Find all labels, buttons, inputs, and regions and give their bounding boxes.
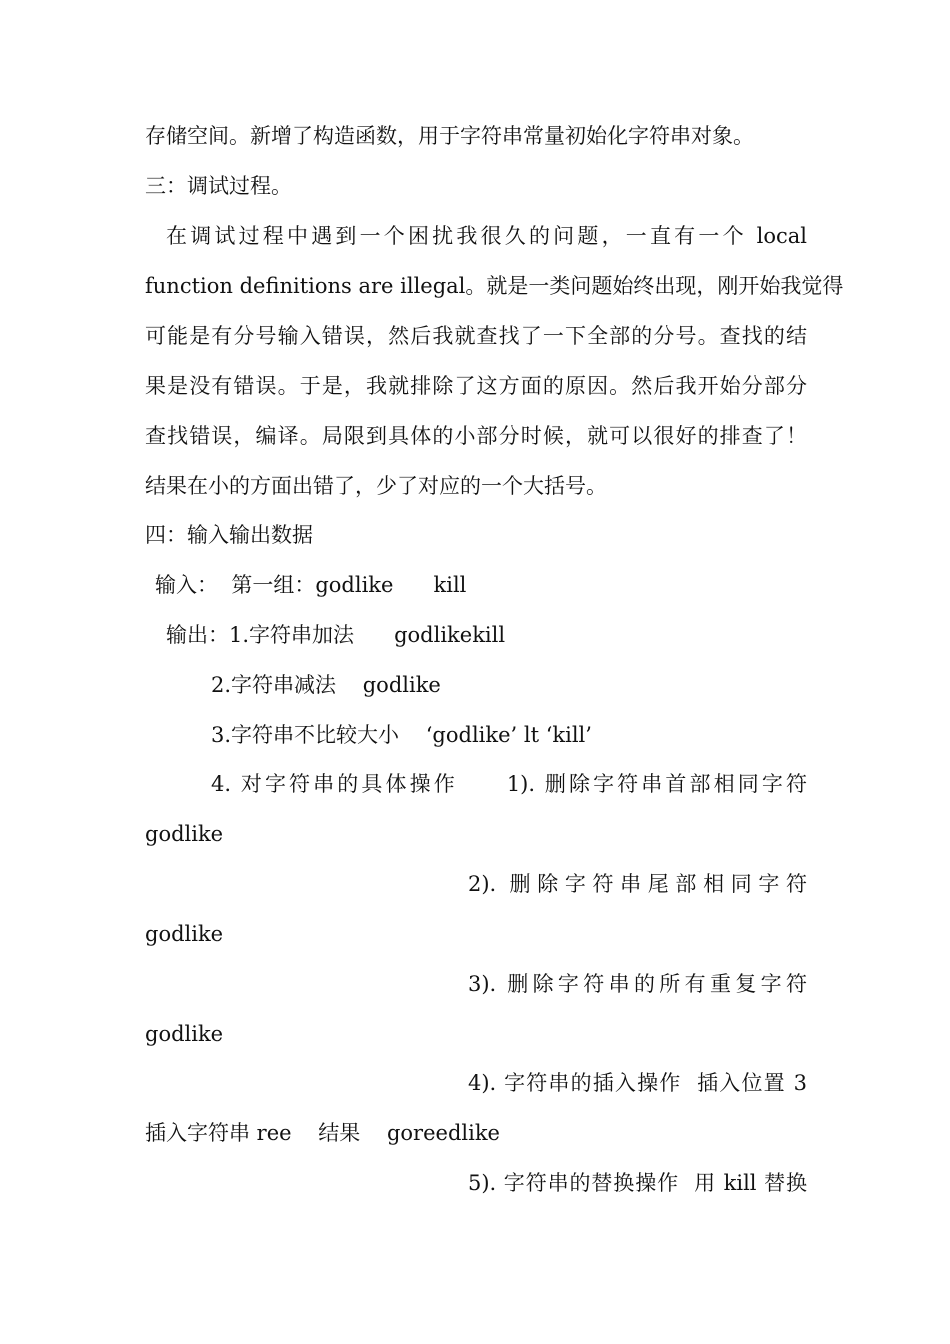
text-line: function definitions are illegal。就是一类问题始终出现，刚开始我觉得 [145, 274, 844, 298]
output-line: 4. 对字符串的具体操作 1). 删除字符串首部相同字符 [211, 772, 807, 796]
output-line: 4). 字符串的插入操作 插入位置 3 [468, 1071, 807, 1095]
output-value: godlike [145, 822, 224, 846]
text-line: 查找错误，编译。局限到具体的小部分时候，就可以很好的排查了！ [145, 424, 807, 448]
text-line: 在调试过程中遇到一个困扰我很久的问题，一直有一个 local [166, 224, 807, 248]
input-line: 输入： 第一组：godlike kill [155, 573, 467, 597]
output-line: 3.字符串不比较大小 ‘godlike’ lt ‘kill’ [211, 723, 592, 747]
output-value: godlike [145, 922, 224, 946]
section-heading-io: 四：输入输出数据 [145, 523, 313, 547]
section-heading-debug: 三：调试过程。 [145, 174, 292, 198]
output-line: 3). 删除字符串的所有重复字符 [468, 972, 807, 996]
text-line: 果是没有错误。于是，我就排除了这方面的原因。然后我开始分部分 [145, 374, 807, 398]
output-line: 2). 删除字符串尾部相同字符 [468, 872, 807, 896]
output-line: 插入字符串 ree 结果 goreedlike [145, 1121, 500, 1145]
output-line: 2.字符串减法 godlike [211, 673, 441, 697]
output-value: godlike [145, 1022, 224, 1046]
text-line: 可能是有分号输入错误，然后我就查找了一下全部的分号。查找的结 [145, 324, 807, 348]
text-line: 存储空间。新增了构造函数，用于字符串常量初始化字符串对象。 [145, 124, 754, 148]
output-line: 5). 字符串的替换操作 用 kill 替换 [468, 1171, 807, 1195]
output-line: 输出：1.字符串加法 godlikekill [166, 623, 506, 647]
text-line: 结果在小的方面出错了，少了对应的一个大括号。 [145, 474, 607, 498]
